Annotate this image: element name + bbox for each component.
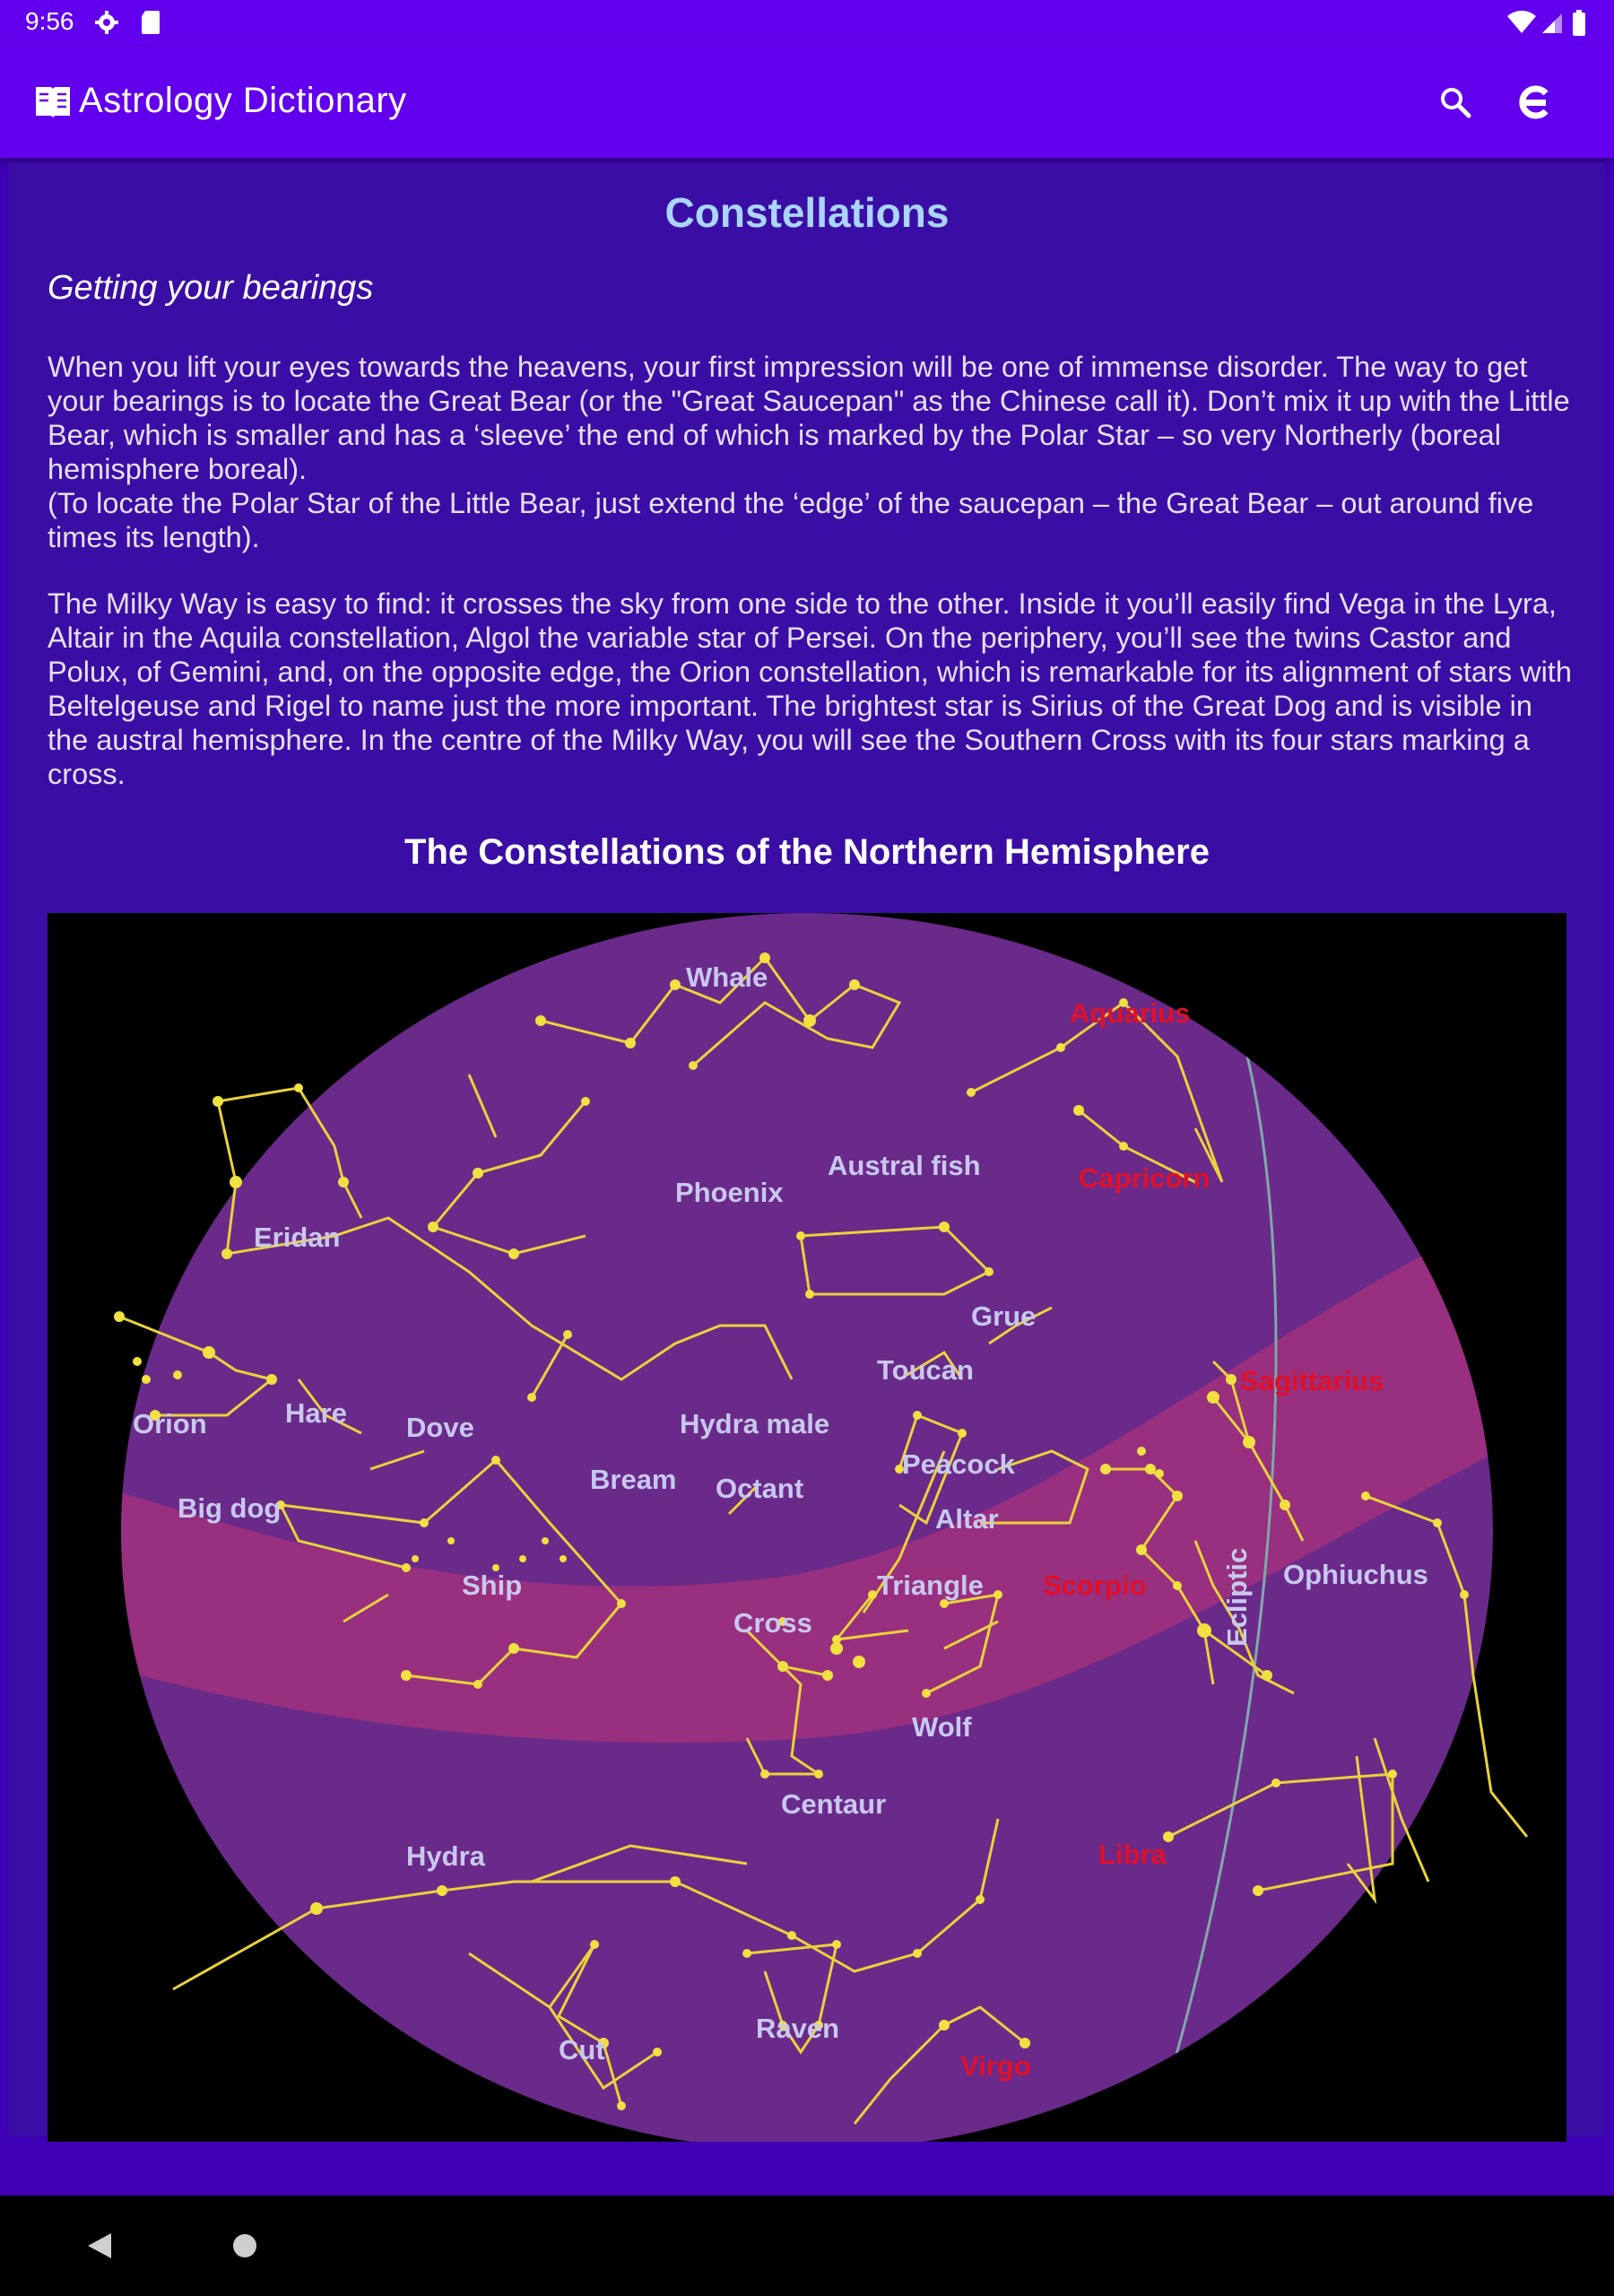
label-toucan: Toucan [877, 1354, 974, 1386]
book-icon [34, 83, 72, 119]
label-octant: Octant [716, 1473, 804, 1504]
bottom-strip [0, 2142, 1614, 2196]
label-scorpio: Scorpio [1043, 1570, 1147, 1601]
star-map-svg [48, 913, 1566, 2142]
label-dove: Dove [406, 1412, 474, 1443]
label-ship: Ship [462, 1570, 523, 1601]
label-centaur: Centaur [781, 1788, 887, 1820]
back-triangle-icon[interactable] [84, 2230, 115, 2262]
label-hydra: Hydra [406, 1840, 485, 1872]
gear-icon [93, 9, 120, 36]
search-button[interactable] [1427, 74, 1484, 131]
label-altar: Altar [935, 1503, 999, 1535]
star-map-image [48, 913, 1566, 2142]
label-ophiuchus: Ophiuchus [1283, 1559, 1428, 1590]
sd-card-icon [140, 9, 161, 36]
label-big-dog: Big dog [178, 1492, 282, 1524]
label-wolf: Wolf [912, 1711, 972, 1743]
status-bar [0, 0, 1614, 47]
system-nav-bar [0, 2196, 1614, 2296]
search-icon [1437, 84, 1473, 120]
label-triangle: Triangle [877, 1570, 984, 1601]
paragraph-2-text: The Milky Way is easy to find: it crosses the sky from one side to the other. Inside it you’ll easily find Vega in the Lyra, Altair in the Aquila constellation, Algol the variable star of Persei. On the periphery, you’ll see the twins Castor and Polux, of Gemini, and, on the opposite edge, the Orion constellation, which is remarkable for its alignment of stars with Beltelgeuse and Rigel to name just the more important. The brightest star is Sirius of the Great Dog and is visible in the austral hemisphere. In the centre of the Milky Way, you will see the Southern Cross with its four stars marking a cross. [48, 587, 1572, 790]
status-time: 9:56 [25, 7, 74, 35]
signal-icon [1540, 9, 1564, 36]
label-eridan: Eridan [254, 1222, 341, 1253]
label-hydra-male: Hydra male [680, 1408, 830, 1439]
label-capricorn: Capricorn [1079, 1162, 1210, 1194]
paragraph-1 [48, 350, 1572, 554]
article-content [9, 163, 1605, 2136]
label-whale: Whale [686, 961, 768, 993]
label-sagittarius: Sagittarius [1240, 1365, 1384, 1396]
label-bream: Bream [590, 1464, 677, 1495]
article-subtitle: Getting your bearings [48, 269, 374, 307]
back-c-icon [1515, 84, 1555, 120]
label-ecliptic: Ecliptic [1221, 1547, 1253, 1647]
label-grue: Grue [971, 1300, 1037, 1332]
label-raven: Raven [756, 2013, 840, 2044]
label-aquarius: Aquarius [1070, 997, 1191, 1029]
page-title: Constellations [664, 189, 950, 236]
label-austral-fish: Austral fish [828, 1150, 981, 1181]
label-cross: Cross [733, 1607, 812, 1639]
label-peacock: Peacock [902, 1448, 1015, 1480]
paragraph-1-text: When you lift your eyes towards the heavens, your first impression will be one of immense disorder. The way to get your bearings is to locate the Great Bear (or the "Great Saucepan" as the Chinese call it). Don’t mix it up with the Little Bear, which is smaller and has a ‘sleeve’ the end of which is marked by the Polar Star – so very Northerly (boreal hemisphere boreal). [48, 351, 1570, 485]
chart-heading: The Constellations of the Northern Hemisphere [404, 832, 1210, 872]
paragraph-1b-text: (To locate the Polar Star of the Little Bear, just extend the ‘edge’ of the saucepan – the Great Bear – out around five times its length). [48, 487, 1534, 553]
label-cut: Cut [559, 2034, 605, 2066]
app-bar [0, 47, 1614, 158]
wifi-icon [1506, 9, 1537, 36]
app-title: Astrology Dictionary [79, 81, 407, 120]
back-c-button[interactable] [1506, 74, 1564, 131]
paragraph-2 [48, 587, 1572, 791]
battery-icon [1571, 9, 1587, 38]
label-libra: Libra [1098, 1839, 1167, 1870]
label-orion: Orion [133, 1408, 207, 1439]
home-circle-icon[interactable] [229, 2230, 261, 2262]
label-phoenix: Phoenix [675, 1177, 784, 1208]
label-virgo: Virgo [960, 2050, 1031, 2082]
label-hare: Hare [285, 1397, 347, 1429]
